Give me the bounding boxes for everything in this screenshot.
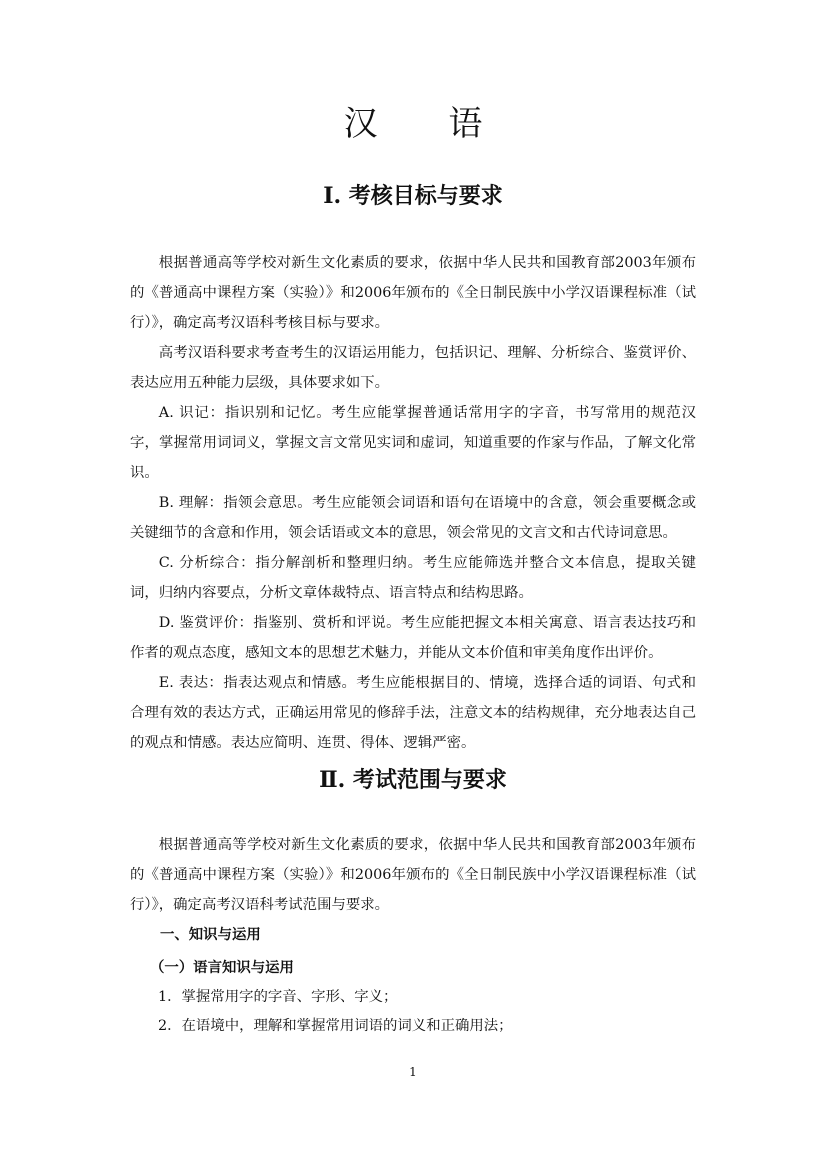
section-2-title: Ⅱ. 考试范围与要求 [319,767,507,793]
paragraph: C. 分析综合：指分解剖析和整理归纳。考生应能筛选并整合文本信息，提取关键词，归纳内容要点，分析文章体裁特点、语言特点和结构思路。 [130,555,696,601]
paragraph: A. 识记：指识别和记忆。考生应能掌握普通话常用字的字音，书写常用的规范汉字，掌握常用词词义，掌握文言文常见实词和虚词，知道重要的作家与作品，了解文化常识。 [130,405,696,481]
section-2-body [130,830,696,920]
page-number: 1 [409,1065,417,1079]
heading-knowledge-and-use: 一、知识与运用 [160,926,261,943]
heading-language-knowledge: （一）语言知识与运用 [150,959,294,976]
list-item: 2．在语境中，理解和掌握常用词语的词义和正确用法； [158,1018,513,1034]
paragraph: 根据普通高等学校对新生文化素质的要求，依据中华人民共和国教育部2003年颁布的《普通高中课程方案（实验）》和2006年颁布的《全日制民族中小学汉语课程标准（试行）》，确定高考汉语科考试范围与要求。 [130,837,696,913]
document-title: 汉 语 [343,104,513,144]
paragraph: E. 表达：指表达观点和情感。考生应能根据目的、情境，选择合适的词语、句式和合理有效的表达方式，正确运用常见的修辞手法，注意文本的结构规律，充分地表达自己的观点和情感。表达应简明、连贯、得体、逻辑严密。 [130,675,696,751]
paragraph: B. 理解：指领会意思。考生应能领会词语和语句在语境中的含意，领会重要概念或关键细节的含意和作用，领会话语或文本的意思，领会常见的文言文和古代诗词意思。 [130,495,696,541]
paragraph: 高考汉语科要求考查考生的汉语运用能力，包括识记、理解、分析综合、鉴赏评价、表达应用五种能力层级，具体要求如下。 [130,345,696,391]
section-1-title: Ⅰ. 考核目标与要求 [323,183,503,209]
section-1-body [130,248,696,758]
list-item: 1．掌握常用字的字音、字形、字义； [158,989,398,1005]
paragraph: D. 鉴赏评价：指鉴别、赏析和评说。考生应能把握文本相关寓意、语言表达技巧和作者的观点态度，感知文本的思想艺术魅力，并能从文本价值和审美角度作出评价。 [130,615,696,661]
paragraph: 根据普通高等学校对新生文化素质的要求，依据中华人民共和国教育部2003年颁布的《普通高中课程方案（实验）》和2006年颁布的《全日制民族中小学汉语课程标准（试行）》，确定高考汉语科考核目标与要求。 [130,255,696,331]
